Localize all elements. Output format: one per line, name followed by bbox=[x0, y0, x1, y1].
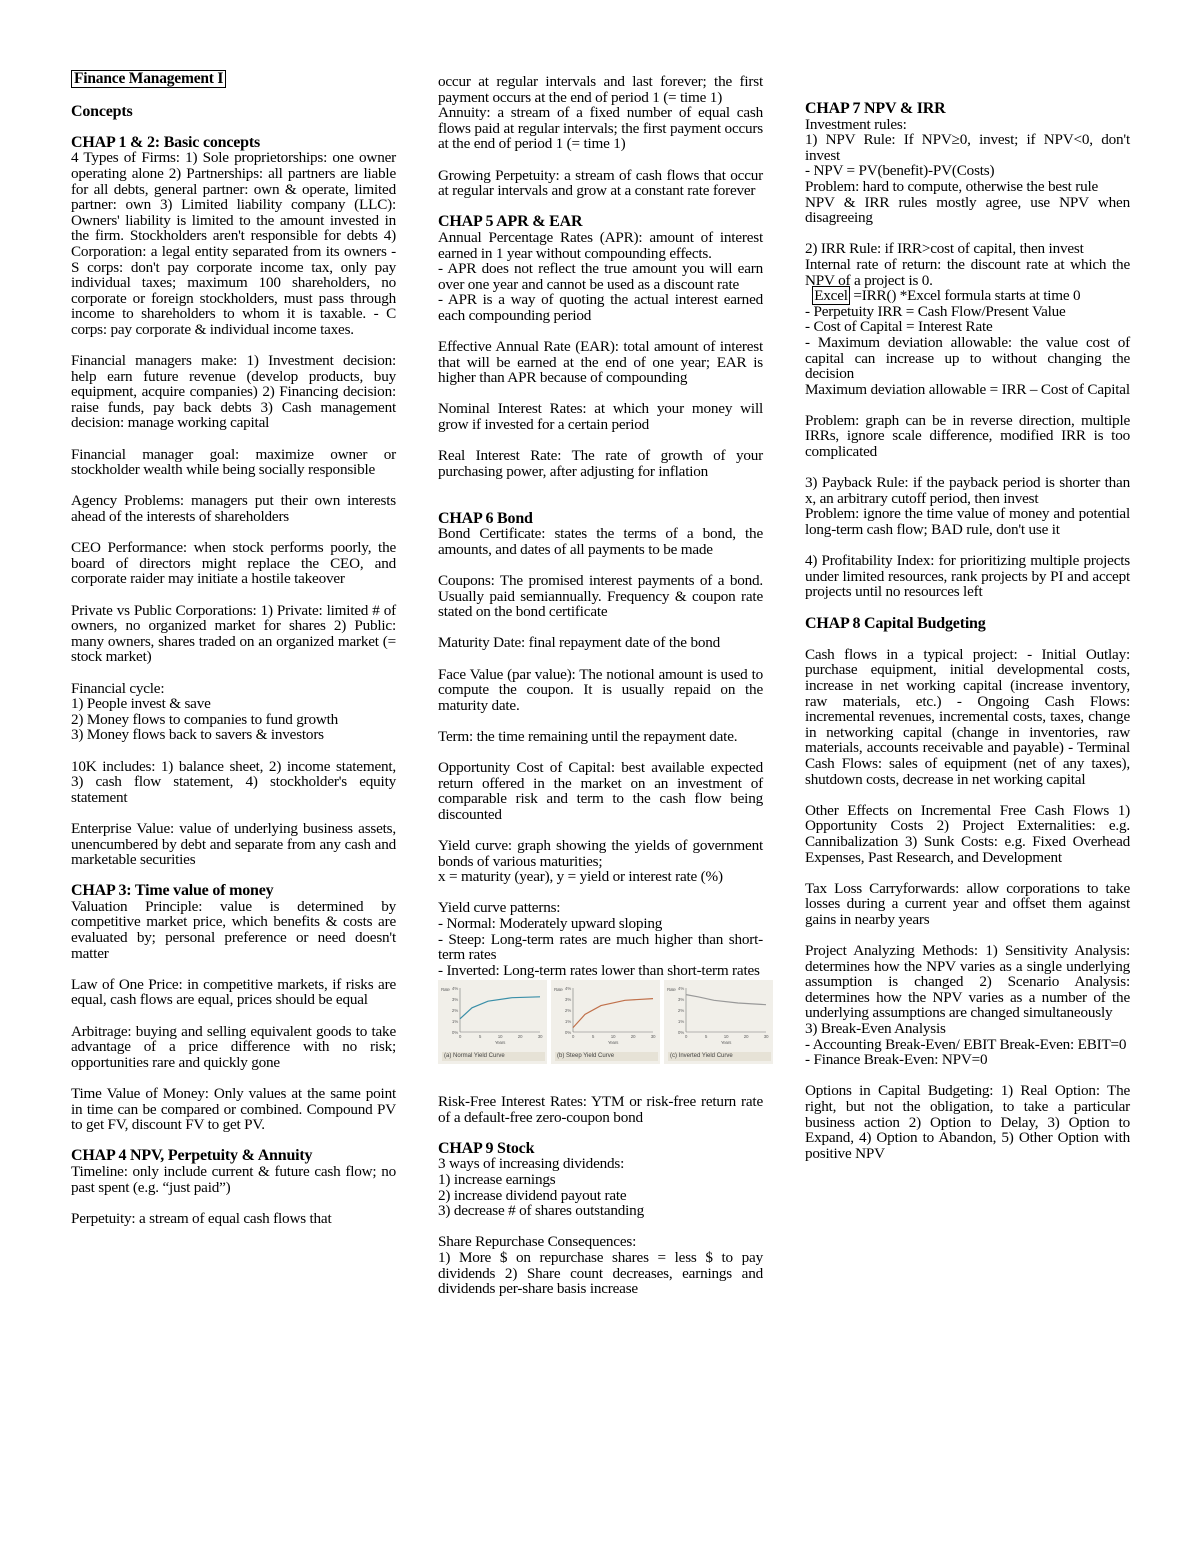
pattern-normal: - Normal: Moderately upward sloping bbox=[438, 915, 663, 933]
yield-curve bbox=[438, 838, 763, 885]
agency-problems: Agency Problems: managers put their own interests ahead of the interests of shareholders bbox=[71, 492, 396, 526]
ceo-performance: CEO Performance: when stock performs poorly, the board of directors might replace the CEO, and corporate raider may initiate a hostile takeover bbox=[71, 539, 396, 588]
cost-of-capital: - Cost of Capital = Interest Rate bbox=[805, 318, 993, 336]
maturity-date: Maturity Date: final repayment date of the bond bbox=[438, 634, 721, 652]
cash-flows: Cash flows in a typical project: - Initial Outlay: purchase equipment, initial developmental costs, increase in net working capital (increase inventory, raw materials, etc.) - Ongoing Cash Flows: incremental revenues, incremental costs, taxes, change in networking capital (change in inventories, raw materials, accounts receivable and payable) - Terminal Cash Flows: sales of equipment (net of any taxes), shutdown costs, decrease in net working capital bbox=[805, 645, 1130, 788]
x-tick-label: 5 bbox=[704, 1034, 708, 1040]
yield-curve-axes: x = maturity (year), y = yield or interest rate (%) bbox=[438, 868, 723, 886]
irr-problem: Problem: graph can be in reverse direction, multiple IRRs, ignore scale difference, modified IRR is too complicated bbox=[805, 411, 1130, 461]
accounting-break-even: - Accounting Break-Even/ EBIT Break-Even: EBIT=0 bbox=[805, 1035, 1127, 1053]
x-tick-label: 5 bbox=[591, 1034, 595, 1040]
inverted-yield-chart bbox=[664, 980, 773, 1064]
y-tick-label: 2% bbox=[451, 1008, 458, 1014]
face-value: Face Value (par value): The notional amount is used to compute the coupon. It is usually repaid on the maturity date. bbox=[438, 665, 763, 714]
financial-cycle-title: Financial cycle: bbox=[71, 679, 165, 697]
coupons: Coupons: The promised interest payments of a bond. Usually paid semiannually. Frequency & coupon rate stated on the bond certificate bbox=[438, 572, 763, 621]
y-tick-label: 3% bbox=[677, 997, 684, 1003]
chap3-heading: CHAP 3: Time value of money bbox=[71, 882, 274, 900]
chap6-heading: CHAP 6 Bond bbox=[438, 509, 533, 527]
dividend-way: 2) increase dividend payout rate bbox=[438, 1186, 627, 1204]
x-tick-label: 0 bbox=[571, 1034, 575, 1040]
investment-rules-title: Investment rules: bbox=[805, 115, 907, 133]
x-tick-label: 5 bbox=[478, 1034, 482, 1040]
x-tick-label: 20 bbox=[630, 1034, 636, 1040]
y-tick-label: 3% bbox=[564, 997, 571, 1003]
chap4-heading: CHAP 4 NPV, Perpetuity & Annuity bbox=[71, 1147, 313, 1165]
term: Term: the time remaining until the repayment date. bbox=[438, 727, 738, 745]
tenk-includes: 10K includes: 1) balance sheet, 2) income statement, 3) cash flow statement, 4) stockholder's equity statement bbox=[71, 757, 396, 806]
chart-caption: (a) Normal Yield Curve bbox=[442, 1052, 545, 1061]
perpetuity-irr: - Perpetuity IRR = Cash Flow/Present Value bbox=[805, 302, 1066, 320]
valuation-principle: Valuation Principle: value is determined by competitive market price, which benefits & costs are evaluated by; personal preference or need doesn't matter bbox=[71, 897, 396, 962]
x-tick-label: 10 bbox=[610, 1034, 616, 1040]
financial-cycle-item: 3) Money flows back to savers & investors bbox=[71, 726, 324, 744]
y-tick-label: 0% bbox=[677, 1030, 684, 1036]
x-tick-label: 10 bbox=[723, 1034, 729, 1040]
annuity: Annuity: a stream of a fixed number of equal cash flows paid at regular intervals; the first payment occurs at the end of period 1 (= time 1) bbox=[438, 104, 763, 153]
npv-problem: Problem: hard to compute, otherwise the best rule bbox=[805, 177, 1099, 195]
share-repurchase bbox=[438, 1234, 763, 1296]
chap12-heading: CHAP 1 & 2: Basic concepts bbox=[71, 133, 261, 151]
firm-types: 4 Types of Firms: 1) Sole proprietorships: one owner operating alone 2) Partnerships: all partners are liable for all debts, general partner: own & operate, limited partner: own 3) Limited liability company (LLC): Owners' liability is limited to the amount invested in the firm. Stockholders aren't responsible for debts 4) Corporation: a legal entity separated from its owners - S corps: don't pay corporate income tax, only pay individual taxes; maximum 100 shareholders, no corporate or foreign stockholders, must pass through income to shareholders to whom it is taxable. - C corps: pay corporate & individual income taxes. bbox=[71, 149, 396, 338]
real-rate: Real Interest Rate: The rate of growth of your purchasing power, after adjusting for inflation bbox=[438, 447, 763, 480]
column-3 bbox=[805, 101, 1130, 1177]
law-of-one-price: Law of One Price: in competitive markets, if risks are equal, cash flows are equal, prices should be equal bbox=[71, 975, 396, 1009]
x-tick-label: 30 bbox=[650, 1034, 656, 1040]
y-tick-label: 1% bbox=[451, 1019, 458, 1025]
max-deviation-formula: Maximum deviation allowable = IRR – Cost of Capital bbox=[805, 380, 1130, 398]
document-title: Finance Management I bbox=[71, 70, 226, 88]
analyzing-methods: Project Analyzing Methods: 1) Sensitivity Analysis: determines how the NPV varies as a single underlying assumption is changed 2) Scenario Analysis: determines how the NPV varies as a number of the underlying assumptions are changed simultaneously bbox=[805, 942, 1130, 1022]
x-tick-label: 30 bbox=[763, 1034, 769, 1040]
yield-curve-charts bbox=[438, 980, 773, 1064]
yield-curve-def: Yield curve: graph showing the yields of government bonds of various maturities; bbox=[438, 837, 763, 870]
chart-caption: (b) Steep Yield Curve bbox=[555, 1052, 658, 1061]
private-vs-public: Private vs Public Corporations: 1) Private: limited # of owners, no organized market for shares 2) Public: many owners, shares traded on an organized market (= stock market) bbox=[71, 601, 396, 666]
y-tick-label: 3% bbox=[451, 997, 458, 1003]
y-tick-label: 1% bbox=[564, 1019, 571, 1025]
irr-rule: 2) IRR Rule: if IRR>cost of capital, then invest bbox=[805, 240, 1084, 258]
y-tick-label: 1% bbox=[677, 1019, 684, 1025]
enterprise-value: Enterprise Value: value of underlying business assets, unencumbered by debt and separate from any cash and marketable securities bbox=[71, 819, 396, 869]
dividends-title: 3 ways of increasing dividends: bbox=[438, 1155, 625, 1173]
financial-cycle bbox=[71, 681, 396, 743]
x-tick-label: 30 bbox=[537, 1034, 543, 1040]
apr-definition: Annual Percentage Rates (APR): amount of interest earned in 1 year without compounding effects. bbox=[438, 228, 763, 262]
bond-certificate: Bond Certificate: states the terms of a bond, the amounts, and dates of all payments to be made bbox=[438, 525, 763, 558]
x-tick-label: 0 bbox=[684, 1034, 688, 1040]
max-deviation: - Maximum deviation allowable: the value cost of capital can increase up to without changing the decision bbox=[805, 333, 1130, 383]
x-axis-label: Years bbox=[607, 1040, 619, 1046]
npv-formula: - NPV = PV(benefit)-PV(Costs) bbox=[805, 162, 995, 180]
chap7-heading: CHAP 7 NPV & IRR bbox=[805, 100, 946, 117]
dividend-way: 1) increase earnings bbox=[438, 1171, 556, 1188]
opportunity-cost: Opportunity Cost of Capital: best available expected return offered in the market on an investment of comparable risk and term to the cash flow being discounted bbox=[438, 759, 763, 823]
financial-cycle-item: 1) People invest & save bbox=[71, 695, 211, 713]
capital-budgeting-options: Options in Capital Budgeting: 1) Real Option: The right, but not the obligation, to take a particular business action 2) Option to Delay, 3) Option to Expand, 4) Option to Abandon, 5) Other Option with positive NPV bbox=[805, 1082, 1130, 1162]
payback-problem: Problem: ignore the time value of money and potential long-term cash flow; BAD rule, don't use it bbox=[805, 505, 1130, 539]
pattern-steep: - Steep: Long-term rates are much higher than short-term rates bbox=[438, 930, 763, 964]
manager-goal: Financial manager goal: maximize owner or stockholder wealth while being socially responsible bbox=[71, 445, 396, 479]
financial-managers: Financial managers make: 1) Investment decision: help earn future revenue (develop products, buy equipment, acquire companies) 2) Financing decision: raise funds, pay back debts 3) Cash management decision: manage working capital bbox=[71, 352, 396, 432]
y-axis-label: Rate bbox=[441, 987, 450, 993]
excel-label: Excel bbox=[814, 287, 848, 305]
dividend-way: 3) decrease # of shares outstanding bbox=[438, 1202, 644, 1220]
x-axis-label: Years bbox=[494, 1040, 506, 1046]
concepts-heading: Concepts bbox=[71, 102, 133, 120]
profitability-index: 4) Profitability Index: for prioritizing multiple projects under limited resources, rank projects by PI and accept projects until no resources left bbox=[805, 552, 1130, 601]
y-tick-label: 2% bbox=[564, 1008, 571, 1014]
apr-note-1: - APR does not reflect the true amount you will earn over one year and cannot be used as a discount rate bbox=[438, 260, 763, 293]
chap8-heading: CHAP 8 Capital Budgeting bbox=[805, 614, 986, 632]
yield-patterns-title: Yield curve patterns: bbox=[438, 899, 561, 917]
perpetuity-continued: occur at regular intervals and last forever; the first payment occurs at the end of period 1 (= time 1) bbox=[438, 73, 763, 106]
npv-irr-agree: NPV & IRR rules mostly agree, use NPV when disagreeing bbox=[805, 193, 1130, 227]
financial-cycle-item: 2) Money flows to companies to fund growth bbox=[71, 710, 339, 728]
yield-curve-line bbox=[573, 999, 653, 1028]
apr-note-2: - APR is a way of quoting the actual interest earned each compounding period bbox=[438, 291, 763, 324]
ear-definition: Effective Annual Rate (EAR): total amount of interest that will be earned at the end of one year; EAR is higher than APR because of compounding bbox=[438, 338, 763, 387]
x-tick-label: 20 bbox=[743, 1034, 749, 1040]
other-effects: Other Effects on Incremental Free Cash Flows 1) Opportunity Costs 2) Project Externalities: e.g. Cannibalization 3) Sunk Costs: e.g. Fixed Overhead Expenses, Past Research, and Development bbox=[805, 801, 1130, 866]
y-tick-label: 0% bbox=[451, 1030, 458, 1036]
y-tick-label: 2% bbox=[677, 1008, 684, 1014]
chap5-heading: CHAP 5 APR & EAR bbox=[438, 213, 583, 231]
yield-patterns bbox=[438, 900, 763, 978]
npv-rule: 1) NPV Rule: If NPV≥0, invest; if NPV<0, don't invest bbox=[805, 131, 1130, 164]
y-tick-label: 0% bbox=[564, 1030, 571, 1036]
x-tick-label: 0 bbox=[458, 1034, 462, 1040]
risk-free-rate: Risk-Free Interest Rates: YTM or risk-free return rate of a default-free zero-coupon bond bbox=[438, 1093, 763, 1126]
excel-irr bbox=[805, 288, 1130, 304]
irr-definition: Internal rate of return: the discount rate at which the NPV of a project is 0. bbox=[805, 255, 1130, 289]
chap9-heading: CHAP 9 Stock bbox=[438, 1139, 535, 1157]
tax-loss: Tax Loss Carryforwards: allow corporations to take losses during a current year and offset them against gains in nearby years bbox=[805, 879, 1130, 928]
column-2 bbox=[438, 73, 769, 1298]
finance-break-even: - Finance Break-Even: NPV=0 bbox=[805, 1051, 988, 1069]
growing-perpetuity: Growing Perpetuity: a stream of cash flows that occur at regular intervals and grow at a constant rate forever bbox=[438, 166, 763, 200]
payback-rule: 3) Payback Rule: if the payback period is shorter than x, an arbitrary cutoff period, then invest bbox=[805, 474, 1130, 507]
y-tick-label: 4% bbox=[451, 986, 458, 992]
time-value-of-money: Time Value of Money: Only values at the same point in time can be compared or combined. Compound PV to get FV, discount FV to get PV. bbox=[71, 1085, 396, 1134]
arbitrage: Arbitrage: buying and selling equivalent goods to take advantage of a price difference with no risk; opportunities rare and quickly gone bbox=[71, 1022, 396, 1071]
timeline: Timeline: only include current & future cash flow; no past spent (e.g. “just paid”) bbox=[71, 1162, 396, 1196]
break-even-title: 3) Break-Even Analysis bbox=[805, 1020, 946, 1038]
x-tick-label: 10 bbox=[497, 1034, 503, 1040]
yield-curve-line bbox=[460, 997, 540, 1019]
nominal-rate: Nominal Interest Rates: at which your money will grow if invested for a certain period bbox=[438, 400, 763, 434]
perpetuity-start: Perpetuity: a stream of equal cash flows that bbox=[71, 1209, 332, 1227]
chart-caption: (c) Inverted Yield Curve bbox=[668, 1052, 771, 1061]
y-tick-label: 4% bbox=[564, 986, 571, 992]
x-tick-label: 20 bbox=[517, 1034, 523, 1040]
excel-formula: =IRR() *Excel formula starts at time 0 bbox=[849, 287, 1081, 305]
x-axis-label: Years bbox=[720, 1040, 732, 1046]
steep-yield-chart bbox=[551, 980, 660, 1064]
yield-curve-line bbox=[686, 995, 766, 1005]
repurchase-title: Share Repurchase Consequences: bbox=[438, 1233, 637, 1251]
repurchase-consequences: 1) More $ on repurchase shares = less $ to pay dividends 2) Share count decreases, earnings and dividends per-share basis increase bbox=[438, 1248, 763, 1298]
column-1 bbox=[71, 70, 396, 1226]
increase-dividends bbox=[438, 1156, 763, 1218]
y-axis-label: Rate bbox=[667, 987, 676, 993]
pattern-inverted: - Inverted: Long-term rates lower than short-term rates bbox=[438, 961, 760, 979]
y-axis-label: Rate bbox=[554, 987, 563, 993]
y-tick-label: 4% bbox=[677, 986, 684, 992]
normal-yield-chart bbox=[438, 980, 547, 1064]
